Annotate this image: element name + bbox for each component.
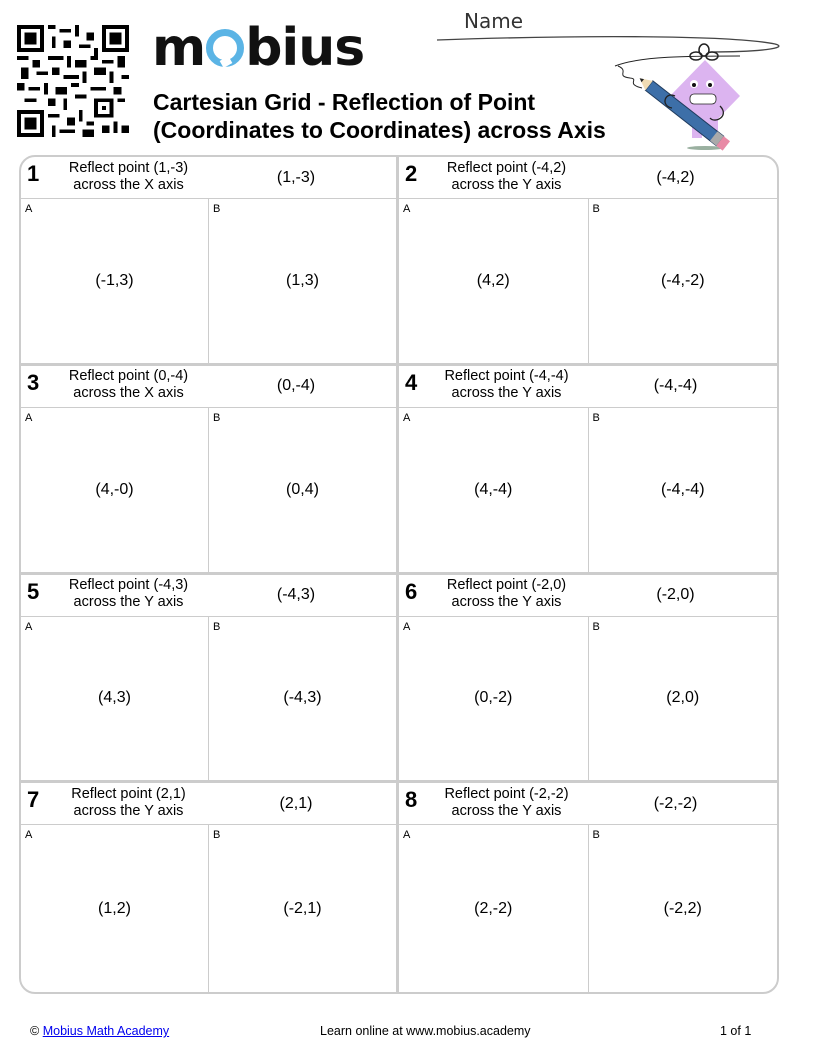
choice-a[interactable] (399, 825, 588, 992)
question-line-2: across the Y axis (451, 176, 562, 193)
choice-b[interactable] (208, 617, 396, 781)
page-number: 1 of 1 (720, 1024, 752, 1038)
choice-value: (2,0) (666, 689, 700, 707)
question-number: 4 (405, 369, 418, 395)
question-number: 6 (405, 578, 418, 604)
question-line-1: Reflect point (-4,2) (446, 159, 567, 176)
choice-label: A (403, 411, 411, 424)
choice-label: B (213, 411, 221, 424)
choice-value: (2,-2) (474, 899, 513, 917)
answer-choices (21, 199, 396, 363)
choice-label: A (25, 411, 33, 424)
question-line-1: Reflect point (1,-3) (68, 159, 189, 176)
answer-choices (399, 199, 777, 363)
answer-choices (21, 825, 396, 992)
question-line-2: across the Y axis (73, 802, 184, 819)
choice-a[interactable] (399, 199, 588, 363)
logo-circle-icon (206, 29, 244, 67)
choice-value: (1,2) (98, 899, 131, 917)
choice-label: B (592, 620, 600, 633)
question-text (61, 368, 196, 402)
question-line-1: Reflect point (-2,-2) (444, 785, 569, 802)
question-line-1: Reflect point (0,-4) (68, 368, 189, 385)
choice-b[interactable] (588, 825, 778, 992)
question-header (399, 783, 777, 825)
question-block-5 (21, 575, 399, 784)
question-header (399, 366, 777, 408)
choice-a[interactable] (399, 408, 588, 572)
choice-label: B (592, 411, 600, 424)
choice-a[interactable] (21, 825, 208, 992)
choice-value: (-2,2) (663, 899, 702, 917)
question-text (61, 577, 196, 611)
choice-label: A (403, 203, 411, 215)
choice-b[interactable] (588, 199, 778, 363)
answer-choices (21, 617, 396, 781)
choice-value: (4,3) (98, 689, 131, 707)
question-block-6 (399, 575, 777, 784)
question-line-2: across the Y axis (451, 594, 562, 610)
question-block-3 (21, 366, 399, 575)
question-number: 2 (405, 161, 418, 186)
choice-label: A (403, 829, 411, 842)
choice-a[interactable] (21, 199, 208, 363)
question-header (21, 575, 396, 617)
question-line-2: across the X axis (73, 385, 184, 402)
question-number: 5 (27, 578, 40, 604)
question-point: (-4,2) (656, 168, 695, 186)
question-text (439, 160, 574, 194)
choice-label: A (25, 829, 33, 842)
question-block-2 (399, 157, 777, 366)
question-header (21, 157, 396, 199)
answer-choices (399, 825, 777, 992)
mobius-logo (152, 18, 365, 78)
choice-b[interactable] (208, 408, 396, 572)
question-line-1: Reflect point (2,1) (71, 785, 186, 802)
question-line-1: Reflect point (-2,0) (446, 577, 567, 593)
page-title (153, 88, 606, 144)
question-text (61, 160, 196, 194)
choice-a[interactable] (399, 617, 588, 781)
name-label: Name (464, 9, 524, 33)
choice-label: A (403, 620, 411, 633)
choice-b[interactable] (588, 617, 778, 781)
choice-value: (4,-4) (474, 480, 513, 498)
choice-value: (4,2) (476, 271, 510, 289)
choice-b[interactable] (208, 825, 396, 992)
question-number: 1 (27, 161, 40, 186)
choice-value: (0,-2) (474, 689, 513, 707)
question-line-1: Reflect point (-4,3) (68, 577, 189, 593)
logo-text-bius: bius (245, 18, 365, 78)
choice-label: A (25, 203, 33, 215)
choice-label: B (213, 620, 221, 633)
question-text (439, 786, 574, 820)
question-point: (-4,-4) (653, 377, 698, 395)
question-line-2: across the Y axis (73, 594, 184, 610)
choice-value: (-4,-4) (660, 480, 705, 498)
question-point: (1,-3) (276, 168, 316, 186)
title-line-2: (Coordinates to Coordinates) across Axis (153, 117, 606, 143)
choice-label: B (213, 203, 221, 215)
question-header (399, 575, 777, 617)
question-block-8 (399, 783, 777, 992)
question-point: (2,1) (279, 794, 313, 812)
choice-label: B (592, 203, 600, 215)
choice-value: (-1,3) (95, 271, 134, 289)
question-line-2: across the X axis (73, 176, 184, 193)
question-block-7 (21, 783, 399, 992)
question-point: (-2,0) (656, 586, 695, 603)
question-text (61, 786, 196, 820)
choice-b[interactable] (588, 408, 778, 572)
question-text (439, 368, 574, 402)
answer-choices (21, 408, 396, 572)
answer-choices (399, 617, 777, 781)
choice-value: (-4,3) (283, 689, 322, 707)
choice-label: B (592, 829, 600, 842)
mobius-academy-link[interactable]: Mobius Math Academy (42, 1024, 170, 1038)
choice-label: B (213, 829, 221, 842)
logo-text-m: m (152, 18, 206, 78)
footer-copyright (30, 1024, 169, 1038)
qr-code-icon (17, 25, 129, 137)
choice-value: (0,4) (286, 480, 319, 498)
question-number: 7 (27, 787, 40, 813)
question-number: 8 (405, 787, 418, 813)
question-point: (0,-4) (276, 377, 316, 395)
footer-learn-online: Learn online at www.mobius.academy (320, 1024, 531, 1038)
choice-a[interactable] (21, 617, 208, 781)
choice-value: (1,3) (286, 271, 319, 289)
choice-value: (4,-0) (95, 480, 134, 498)
choice-value: (-4,-2) (660, 271, 705, 289)
question-point: (-2,-2) (653, 794, 698, 812)
choice-label: A (25, 620, 33, 633)
mascot-illustration-icon (600, 36, 750, 156)
question-point: (-4,3) (276, 586, 316, 603)
question-line-2: across the Y axis (451, 802, 562, 819)
question-line-1: Reflect point (-4,-4) (444, 368, 569, 385)
question-header (21, 783, 396, 825)
question-grid (19, 155, 779, 994)
title-line-1: Cartesian Grid - Reflection of Point (153, 89, 536, 115)
question-block-4 (399, 366, 777, 575)
question-header (399, 157, 777, 199)
choice-value: (-2,1) (283, 899, 322, 917)
choice-b[interactable] (208, 199, 396, 363)
question-text (439, 577, 574, 611)
question-line-2: across the Y axis (451, 385, 562, 402)
question-number: 3 (27, 369, 40, 395)
question-header (21, 366, 396, 408)
copyright-symbol: © (30, 1024, 40, 1038)
choice-a[interactable] (21, 408, 208, 572)
question-block-1 (21, 157, 399, 366)
answer-choices (399, 408, 777, 572)
